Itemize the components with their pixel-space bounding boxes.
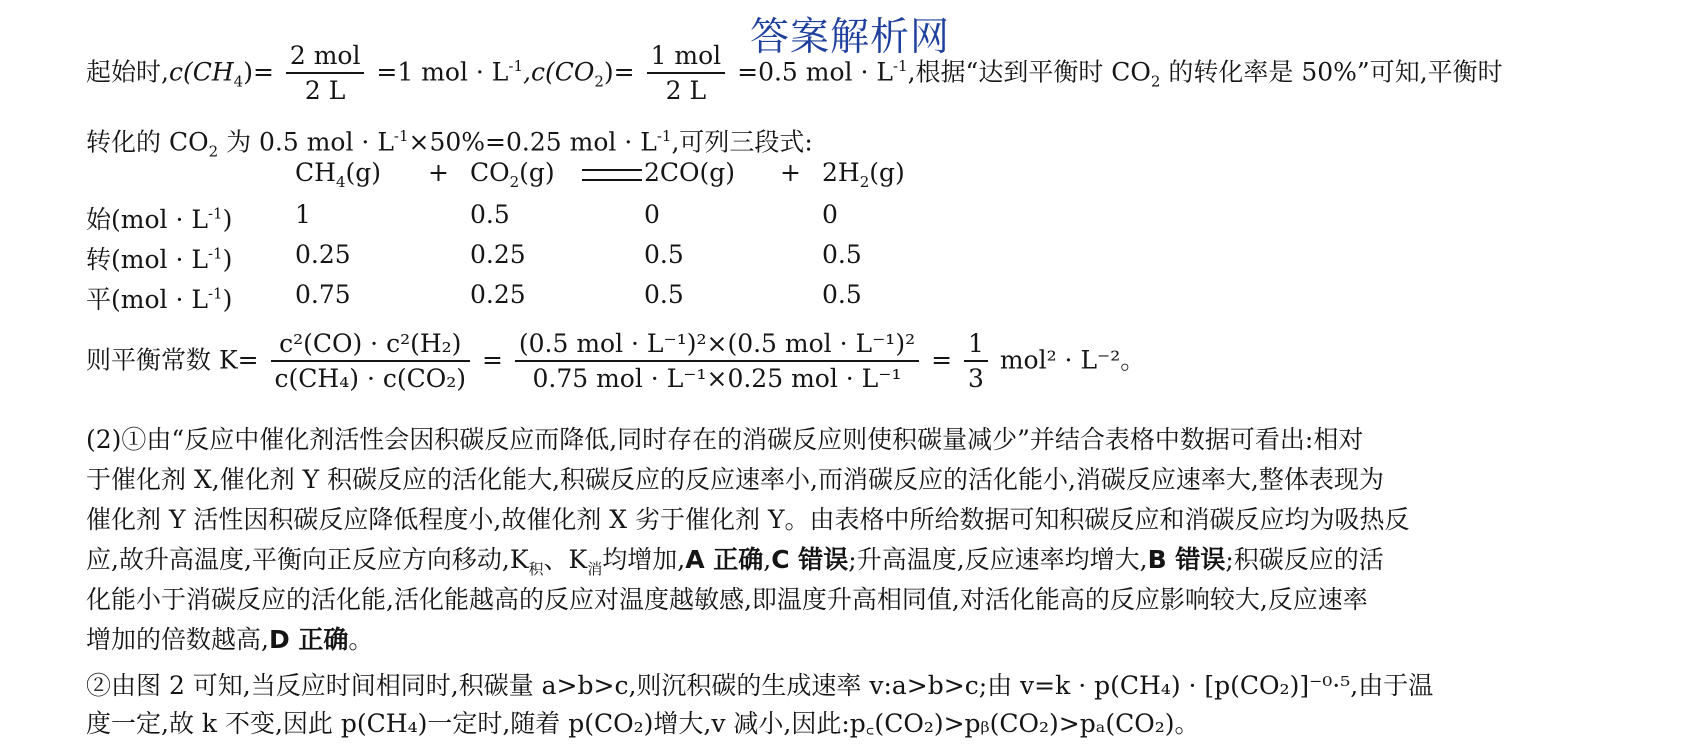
numerator: 1 xyxy=(964,328,988,362)
table-cell: 0 xyxy=(822,200,838,229)
denominator: 0.75 mol · L⁻¹×0.25 mol · L⁻¹ xyxy=(532,364,902,393)
text: 的转化率是 50%”可知,平衡时 xyxy=(1160,57,1503,87)
text: 始(mol · L xyxy=(86,205,208,234)
text: , xyxy=(763,545,772,574)
text: = xyxy=(931,345,953,375)
subscript: 2 xyxy=(859,173,870,191)
para2-line2: 于催化剂 X,催化剂 Y 积碳反应的活化能大,积碳反应的反应速率小,而消碳反应的活化能小,消碳反应速率大,整体表现为 xyxy=(86,465,1384,494)
text: 2H xyxy=(822,158,860,187)
text: CH xyxy=(295,158,336,187)
table-cell: 0.5 xyxy=(470,200,510,229)
superscript: -1 xyxy=(393,127,409,145)
para2-line4 xyxy=(86,544,1384,585)
denominator: c(CH₄) · c(CO₂) xyxy=(274,364,466,393)
text: mol² · L⁻²。 xyxy=(999,345,1146,375)
table-cell: 0.75 xyxy=(295,280,351,309)
subscript: 4 xyxy=(233,72,244,91)
fraction-k-expression xyxy=(271,328,470,396)
text: 。 xyxy=(348,625,374,654)
fraction-k-values xyxy=(515,328,919,396)
equilibrium-arrow xyxy=(576,158,648,187)
superscript: -1 xyxy=(508,57,524,76)
header-plus: + xyxy=(780,158,801,187)
subscript: 2 xyxy=(594,72,604,91)
line-equilibrium-constant xyxy=(86,328,1145,396)
text: )= xyxy=(243,57,274,87)
bold-answer: D 正确 xyxy=(268,625,349,654)
subscript: 4 xyxy=(335,173,346,191)
table-cell: 0.25 xyxy=(470,280,526,309)
denominator: 3 xyxy=(967,364,984,393)
text: ,根据“达到平衡时 CO xyxy=(907,57,1151,87)
table-cell: 0.5 xyxy=(644,240,684,269)
para3-line1: ②由图 2 可知,当反应时间相同时,积碳量 a>b>c,则沉积碳的生成速率 v:a>b>c;由 v=k · p(CH₄) · [p(CO₂)]⁻⁰·⁵,由于温 xyxy=(86,671,1434,700)
text: = xyxy=(481,345,503,375)
text: 均增加, xyxy=(602,545,686,574)
denominator: 2 L xyxy=(304,76,346,105)
text: 增加的倍数越高, xyxy=(86,625,269,654)
table-cell: 1 xyxy=(295,200,311,229)
para2-line3: 催化剂 Y 活性因积碳反应降低程度小,故催化剂 X 劣于催化剂 Y。由表格中所给数据可知积碳反应和消碳反应均为吸热反 xyxy=(86,505,1410,534)
text: ;升高温度,反应速率均增大, xyxy=(848,545,1148,574)
text: 转(mol · L xyxy=(86,245,208,274)
line-initial-concentration xyxy=(86,40,1503,108)
subscript: 2 xyxy=(509,173,520,191)
para2-line1: (2)①由“反应中催化剂活性会因积碳反应而降低,同时存在的消碳反应则使积碳量减少”并结合表格中数据可看出:相对 xyxy=(86,425,1364,454)
header-ch4 xyxy=(295,158,381,191)
text: ) xyxy=(222,205,233,234)
denominator: 2 L xyxy=(665,76,707,105)
superscript: -1 xyxy=(207,284,223,303)
row-label-equilibrium xyxy=(86,280,232,316)
table-cell: 0 xyxy=(644,200,660,229)
text: ,c(CO xyxy=(523,57,595,87)
text: (g) xyxy=(345,158,381,187)
row-label-initial xyxy=(86,200,232,236)
table-cell: 0.5 xyxy=(644,280,684,309)
text: ×50%=0.25 mol · L xyxy=(408,127,657,157)
header-plus: + xyxy=(428,158,449,187)
subscript: 2 xyxy=(1150,72,1161,91)
text: 平(mol · L xyxy=(86,285,208,314)
subscript: 2 xyxy=(208,142,219,161)
text: (g) xyxy=(519,158,555,187)
para3-line2: 度一定,故 k 不变,因此 p(CH₄)一定时,随着 p(CO₂)增大,v 减小,因此:p꜀(CO₂)>pᵦ(CO₂)>pₐ(CO₂)。 xyxy=(86,709,1200,738)
text: 为 0.5 mol · L xyxy=(218,127,394,157)
text: )= xyxy=(603,57,635,87)
text: ) xyxy=(222,245,233,274)
superscript: -1 xyxy=(892,57,908,76)
header-co: 2CO(g) xyxy=(644,158,736,187)
text: 转化的 CO xyxy=(86,127,209,157)
text: 、K xyxy=(543,545,588,574)
text: =1 mol · L xyxy=(376,57,509,87)
table-cell: 0.5 xyxy=(822,280,862,309)
text: ,可列三段式: xyxy=(671,127,813,157)
text: ;积碳反应的活 xyxy=(1225,545,1384,574)
bold-answer: A 正确 xyxy=(685,545,764,574)
header-h2 xyxy=(822,158,905,191)
text: (g) xyxy=(869,158,905,187)
superscript: -1 xyxy=(656,127,672,145)
superscript: -1 xyxy=(207,204,223,223)
text: 应,故升高温度,平衡向正反应方向移动,K xyxy=(86,545,529,574)
numerator: 2 mol xyxy=(286,40,365,74)
text: =0.5 mol · L xyxy=(737,57,893,87)
para2-line6 xyxy=(86,624,373,656)
text: 起始时, xyxy=(86,57,169,87)
text: 则平衡常数 K= xyxy=(86,345,259,375)
text: ) xyxy=(222,285,233,314)
text: c(CH xyxy=(168,57,234,87)
subscript: 积 xyxy=(528,560,544,578)
table-cell: 0.5 xyxy=(822,240,862,269)
table-cell: 0.25 xyxy=(470,240,526,269)
table-cell: 0.25 xyxy=(295,240,351,269)
fraction xyxy=(286,40,365,108)
watermark-text: 答案解析网 xyxy=(750,15,951,60)
bold-answer: B 错误 xyxy=(1147,545,1226,574)
fraction xyxy=(647,40,726,108)
para2-line5: 化能小于消碳反应的活化能,活化能越高的反应对温度越敏感,即温度升高相同值,对活化能高的反应影响较大,反应速率 xyxy=(86,585,1368,614)
numerator: 1 mol xyxy=(647,40,726,74)
fraction-result xyxy=(964,328,988,396)
row-label-converted xyxy=(86,240,232,276)
header-co2 xyxy=(470,158,555,191)
bold-answer: C 错误 xyxy=(771,545,849,574)
numerator: (0.5 mol · L⁻¹)²×(0.5 mol · L⁻¹)² xyxy=(515,328,919,362)
text: CO xyxy=(470,158,510,187)
subscript: 消 xyxy=(587,560,603,578)
superscript: -1 xyxy=(207,244,223,263)
numerator: c²(CO) · c²(H₂) xyxy=(271,328,470,362)
